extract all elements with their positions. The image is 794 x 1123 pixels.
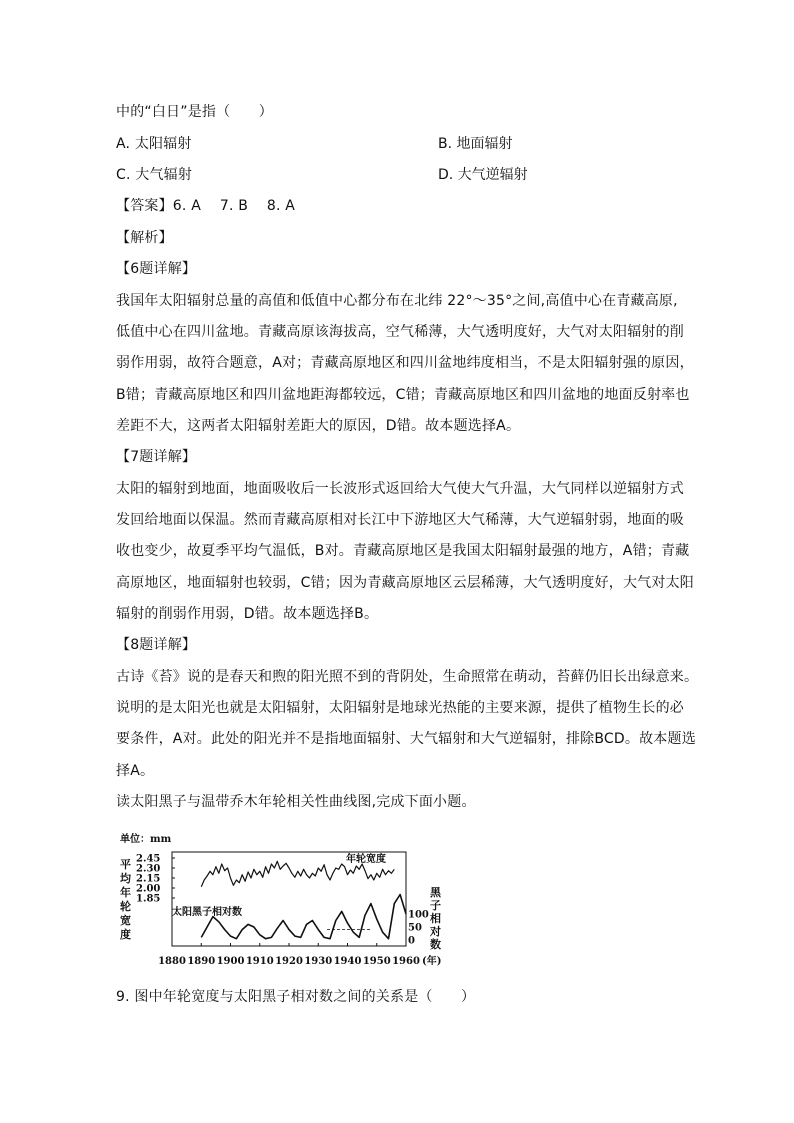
y-right-label-char: 子 xyxy=(430,899,441,912)
chart-intro-line: 读太阳黑子与温带乔木年轮相关性曲线图,完成下面小题。 xyxy=(116,794,476,810)
y-left-tick-label: 1.85 xyxy=(136,893,161,905)
q8-text-line: 说明的是太阳光也就是太阳辐射，太阳辐射是地球光热能的主要来源，提供了植物生长的必 xyxy=(116,700,684,716)
option-d: D. 大气逆辐射 xyxy=(438,167,528,183)
y-left-tick-label: 2.45 xyxy=(136,853,161,865)
y-right-label-char: 黑 xyxy=(430,886,441,899)
y-right-ticks xyxy=(408,910,429,947)
question-9-line: 9. 图中年轮宽度与太阳黑子相对数之间的关系是（ ） xyxy=(116,989,476,1005)
series-layer xyxy=(201,861,406,938)
x-tick-label: 1910 xyxy=(245,956,274,967)
q7-text-line: 太阳的辐射到地面，地面吸收后一长波形式返回给大气使大气升温，大气同样以逆辐射方式 xyxy=(116,481,684,497)
q6-text-line: 低值中心在四川盆地。青藏高原该海拔高，空气稀薄，大气透明度好，大气对太阳辐射的削 xyxy=(116,324,684,340)
y-left-tick-label: 2.00 xyxy=(136,883,161,895)
annotation-ring-width: 年轮宽度 xyxy=(346,854,386,865)
plot-frame xyxy=(172,852,406,946)
y-right-label-char: 相 xyxy=(430,912,441,925)
q7-text-line: 辐射的削弱作用弱，D错。故本题选择B。 xyxy=(116,606,379,622)
q7-text-line: 发回给地面以保温。然而青藏高原相对长江中下游地区大气稀薄，大气逆辐射弱，地面的吸 xyxy=(116,512,684,528)
y-right-tick-label: 50 xyxy=(408,922,422,934)
y-right-tick-label: 100 xyxy=(408,909,429,921)
option-c: C. 大气辐射 xyxy=(116,167,193,183)
x-tick-label: 1890 xyxy=(187,956,216,967)
x-tick-label: 1880 xyxy=(158,956,186,967)
q7-heading: 【7题详解】 xyxy=(116,449,197,465)
y-right-tick-label: 0 xyxy=(408,935,415,947)
option-b: B. 地面辐射 xyxy=(438,136,513,152)
q6-text-line: B错；青藏高原地区和四川盆地距海都较远，C错；青藏高原地区和四川盆地的地面反射率也 xyxy=(116,387,690,403)
analysis-heading: 【解析】 xyxy=(116,230,173,246)
q8-text-line: 古诗《苔》说的是春天和煦的阳光照不到的背阴处，生命照常在萌动，苔藓仍旧长出绿意来。 xyxy=(116,669,699,685)
x-unit-label: (年) xyxy=(422,956,442,967)
y-left-label-char: 轮 xyxy=(120,900,131,913)
y-left-label-char: 平 xyxy=(120,858,131,871)
y-left-label xyxy=(120,857,132,941)
x-tick-label: 1950 xyxy=(362,956,391,967)
y-left-tick-label: 2.30 xyxy=(136,863,161,875)
q8-heading: 【8题详解】 xyxy=(116,637,197,653)
y-left-label-char: 宽 xyxy=(120,914,131,927)
chart-svg xyxy=(116,828,446,970)
x-tick-label: 1920 xyxy=(275,956,303,967)
y-left-label-char: 度 xyxy=(120,928,131,941)
q6-text-line: 弱作用弱，故符合题意，A对；青藏高原地区和四川盆地纬度相当，不是太阳辐射强的原因， xyxy=(116,355,694,371)
ring-width-line xyxy=(201,861,394,886)
x-tick-label: 1960 xyxy=(392,956,420,967)
y-left-label-char: 均 xyxy=(120,872,131,885)
q7-text-line: 收也变少，故夏季平均气温低，B对。青藏高原地区是我国太阳辐射最强的地方，A错；青藏 xyxy=(116,543,690,559)
x-tick-label: 1900 xyxy=(216,956,245,967)
option-a: A. 太阳辐射 xyxy=(116,136,192,152)
x-tick-label: 1940 xyxy=(333,956,362,967)
y-left-label-char: 年 xyxy=(120,886,131,899)
q8-text-line: 择A。 xyxy=(116,763,155,779)
y-right-label-char: 数 xyxy=(430,938,441,951)
q6-heading: 【6题详解】 xyxy=(116,261,197,277)
sunspot-tree-ring-chart xyxy=(116,828,446,970)
y-left-tick-label: 2.15 xyxy=(136,873,161,885)
q7-text-line: 高原地区，地面辐射也较弱，C错；因为青藏高原地区云层稀薄，大气透明度好，大气对太阳 xyxy=(116,575,694,591)
x-tick-label: 1930 xyxy=(304,956,333,967)
q6-text-line: 我国年太阳辐射总量的高值和低值中心都分布在北纬 22°～35°之间,高值中心在青藏高原, xyxy=(116,293,678,309)
y-left-ticks xyxy=(136,854,175,905)
q6-text-line: 差距不大，这两者太阳辐射差距大的原因，D错。故本题选择A。 xyxy=(116,418,521,434)
y-right-label xyxy=(429,885,442,951)
chart-unit-label: 单位：mm xyxy=(120,834,172,845)
answer-line: 【答案】6. A 7. B 8. A xyxy=(116,198,296,214)
question-stem-line: 中的“白日”是指（ ） xyxy=(116,104,273,120)
y-right-label-char: 对 xyxy=(430,925,441,938)
annotation-sunspot: 太阳黑子相对数 xyxy=(172,907,242,918)
q8-text-line: 要条件，A对。此处的阳光并不是指地面辐射、大气辐射和大气逆辐射，排除BCD。故本题选 xyxy=(116,731,696,747)
x-ticks xyxy=(158,943,420,967)
